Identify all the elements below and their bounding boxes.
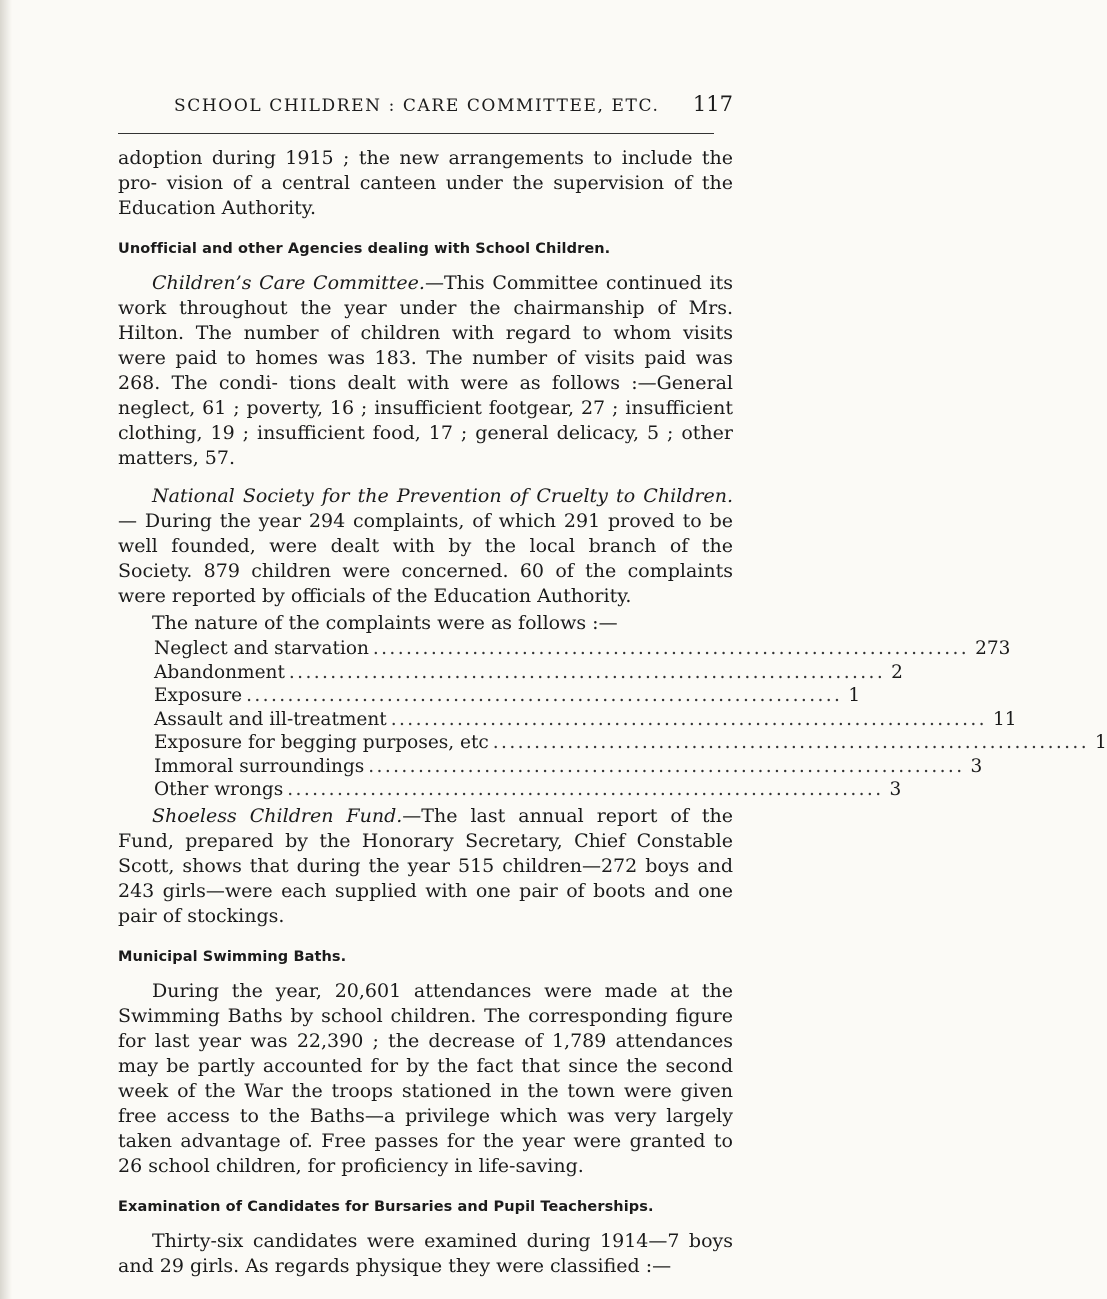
heading-examination: Examination of Candidates for Bursaries and Pupil Teacherships. [118, 1198, 654, 1215]
intro-paragraph: adoption during 1915 ; the new arrangements to include the pro- vision of a central canteen under the supervision of the Education Authority. [118, 147, 733, 219]
complaints-intro: The nature of the complaints were as follows :— [152, 612, 618, 634]
complaint-count: 273 [975, 638, 1011, 659]
complaint-label: Other wrongs [154, 779, 284, 800]
list-item [154, 778, 902, 802]
complaint-label: Abandonment [154, 661, 285, 683]
heading-swimming-baths: Municipal Swimming Baths. [118, 948, 347, 965]
childrens-care-paragraph [118, 271, 733, 471]
list-item [154, 755, 983, 779]
swimming-baths-paragraph: During the year, 20,601 attendances were made at the Swimming Baths by school children. The corresponding figure for last year was 22,390 ; the decrease of 1,789 attendances may be partly accounted for by the fact that since the second week of the War the troops stationed in the town were given free access to the Baths—a privilege which was very largely taken advantage of. Free passes for the year were granted to 26 school children, for proficiency in life-saving. [118, 979, 733, 1177]
shoeless-fund-paragraph [118, 804, 733, 929]
leader-dots: ........................................................................ [246, 685, 843, 706]
header-rule [118, 133, 714, 134]
running-title: SCHOOL CHILDREN : CARE COMMITTEE, ETC. [174, 96, 660, 116]
list-item [154, 708, 1017, 732]
complaint-label: Exposure for begging purposes, etc [154, 732, 489, 753]
leader-dots: ........................................................................ [372, 638, 970, 659]
leader-dots: ........................................................................ [390, 708, 987, 730]
complaint-count: 2 [891, 661, 903, 683]
page-edge-shadow [0, 0, 12, 1299]
list-item [154, 637, 1011, 661]
list-item [154, 684, 861, 708]
leader-dots: ........................................................................ [287, 779, 884, 800]
list-item [154, 731, 1107, 755]
childrens-care-title: Children’s Care Committee. [152, 272, 425, 294]
shoeless-fund-title: Shoeless Children Fund. [152, 804, 403, 827]
leader-dots: ........................................................................ [368, 755, 965, 777]
complaint-count: 11 [992, 708, 1017, 730]
complaint-label: Immoral surroundings [154, 755, 365, 777]
complaints-list [154, 637, 1107, 802]
examination-paragraph: Thirty-six candidates were examined during 1914—7 boys and 29 girls. As regards physique they were classified :— [118, 1229, 733, 1277]
list-item [154, 661, 903, 685]
complaint-count: 1 [1094, 732, 1107, 753]
shoeless-fund-text: —The last annual report of the Fund, prepared by the Honorary Secretary, Chief Constable Scott, shows that during the year 515 children—272 boys and 243 girls—were each supplied with one pair of boots and one pair of stockings. [118, 804, 733, 927]
complaint-count: 3 [889, 779, 902, 800]
running-header [118, 92, 733, 122]
complaint-count: 3 [970, 755, 983, 777]
heading-unofficial-agencies: Unofficial and other Agencies dealing with School Children. [118, 241, 611, 257]
document-page [118, 92, 1107, 1279]
complaint-label: Exposure [154, 685, 243, 706]
complaint-label: Neglect and starvation [154, 638, 369, 659]
leader-dots: ........................................................................ [492, 732, 1089, 753]
nspcc-title: National Society for the Prevention of Cruelty to Children. [152, 485, 733, 507]
page-number: 117 [692, 92, 733, 116]
complaint-count: 1 [848, 685, 861, 706]
nspcc-paragraph [118, 484, 733, 609]
complaint-label: Assault and ill-treatment [154, 708, 387, 730]
leader-dots: ........................................................................ [288, 661, 886, 683]
childrens-care-text: —This Committee continued its work throughout the year under the chairmanship of Mrs. Hilton. The number of children with regard to whom visits were paid to homes was 183. The number of visits paid was 268. The condi- tions dealt with were as follows :—General neglect, 61 ; poverty, 16 ; insufficient footgear, 27 ; insufficient clothing, 19 ; insufficient food, 17 ; general delicacy, 5 ; other matters, 57. [118, 272, 733, 469]
nspcc-text: — During the year 294 complaints, of which 291 proved to be well founded, were dealt with by the local branch of the Society. 879 children were concerned. 60 of the complaints were reported by officials of the Education Authority. [118, 510, 733, 607]
